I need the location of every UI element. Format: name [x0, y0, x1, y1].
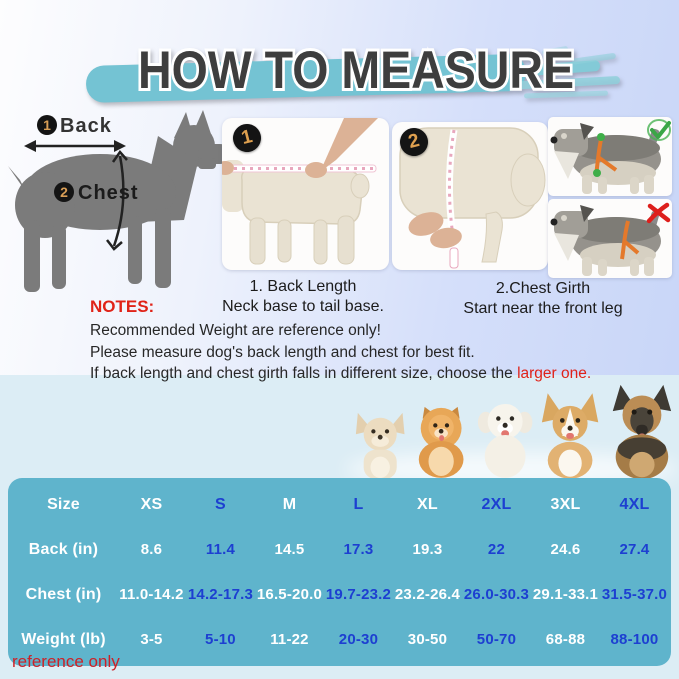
table-cell: 14.5: [274, 541, 305, 558]
table-header-cell: 3XL: [550, 495, 581, 513]
step2-number: 2: [406, 130, 422, 153]
table-cell: 16.5-20.0: [256, 586, 323, 603]
dog-photo-chihuahua: [352, 407, 408, 479]
table-header-cell: XS: [140, 495, 163, 513]
chest-number: 2: [60, 184, 68, 200]
size-table: [8, 478, 671, 666]
notes-block: [90, 297, 668, 385]
dog-photo-pomeranian: [411, 399, 471, 479]
title-banner: [72, 24, 638, 110]
table-row-label: Back (in): [28, 540, 99, 558]
table-cell: 27.4: [619, 541, 650, 558]
step1-caption-detail: Neck base to tail base.: [222, 298, 384, 315]
table-cell: 20-30: [338, 631, 379, 648]
table-cell: 5-10: [205, 631, 236, 648]
step2-caption-detail: Start near the front leg: [463, 300, 623, 317]
table-cell: 88-100: [610, 631, 659, 648]
mannequin-front-leg: [482, 212, 502, 262]
back-number: 1: [43, 117, 51, 133]
dog-photo-german-shepherd: [605, 384, 679, 479]
table-cell: 11.0-14.2: [119, 586, 184, 603]
table-row-label: Weight (lb): [21, 630, 106, 648]
back-measure-annotation: [24, 115, 126, 152]
table-cell: 17.3: [343, 541, 374, 558]
table-cell: 14.2-17.3: [187, 586, 254, 603]
notes-line-3: If back length and chest girth falls in different size, choose the larger one.: [90, 365, 592, 382]
table-cell: 68-88: [545, 631, 586, 648]
table-header-cell: 2XL: [481, 495, 512, 513]
chest-label: Chest: [78, 182, 139, 204]
page-title: HOW TO MEASURE: [138, 41, 574, 100]
correct-fit-photo-card: [548, 117, 672, 196]
table-cell: 19.3: [412, 541, 443, 558]
table-cell: 50-70: [476, 631, 517, 648]
table-header-cell: XL: [417, 495, 438, 513]
table-header-cell: M: [282, 495, 297, 513]
notes-line-2: Please measure dog's back length and chest for best fit.: [90, 343, 475, 361]
table-cell: 11.4: [205, 541, 236, 558]
table-cell: 11-22: [270, 631, 309, 648]
step1-caption-title: 1. Back Length: [249, 278, 357, 295]
table-cell: 30-50: [407, 631, 448, 648]
table-cell: 26.0-30.3: [463, 586, 530, 603]
table-cell: 29.1-33.1: [532, 586, 599, 603]
check-icon: [648, 120, 670, 140]
table-cell: 31.5-37.0: [601, 586, 668, 603]
step1-number: 1: [239, 126, 255, 149]
schnauzer-incorrect-fit: [548, 199, 672, 278]
table-header-cell: S: [215, 495, 226, 513]
table-header-cell: Size: [47, 495, 80, 513]
breed-photos-row: [352, 384, 679, 479]
table-cell: 24.6: [550, 541, 581, 558]
notes-highlight: larger one.: [517, 365, 592, 382]
dog-photo-corgi: [538, 391, 602, 479]
table-cell: 19.7-23.2: [325, 586, 392, 603]
table-cell: 8.6: [140, 541, 163, 558]
step2-caption-title: 2.Chest Girth: [495, 280, 591, 297]
table-row-label: Chest (in): [25, 585, 102, 603]
schnauzer-correct-fit: [548, 117, 672, 196]
incorrect-fit-photo-card: [548, 199, 672, 278]
table-cell: 3-5: [140, 631, 163, 648]
table-cell: 23.2-26.4: [394, 586, 461, 603]
table-header-cell: 4XL: [619, 495, 650, 513]
weight-footnote: reference only: [12, 652, 120, 671]
notes-line-1: Recommended Weight are reference only!: [90, 322, 381, 339]
hand: [320, 118, 378, 172]
table-header-cell: L: [353, 495, 364, 513]
dog-silhouette-illustration: [0, 108, 232, 296]
table-cell: 22: [487, 541, 506, 558]
dog-photo-bichon: [475, 395, 535, 479]
notes-heading: NOTES:: [90, 297, 155, 316]
back-label: Back: [60, 115, 112, 137]
